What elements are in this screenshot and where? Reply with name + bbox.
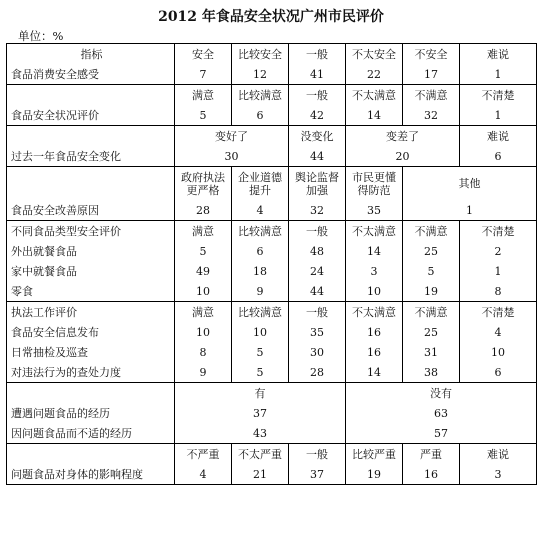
value-cell: 6	[232, 241, 289, 261]
value-cell: 6	[460, 362, 537, 383]
row-label: 外出就餐食品	[7, 241, 175, 261]
value-cell: 16	[346, 322, 403, 342]
column-header: 不严重	[175, 444, 232, 465]
value-cell: 19	[403, 281, 460, 302]
column-header: 难说	[460, 44, 537, 65]
value-cell: 10	[175, 281, 232, 302]
survey-table	[6, 43, 537, 485]
value-cell: 18	[232, 261, 289, 281]
column-header: 不安全	[403, 44, 460, 65]
value-cell: 8	[460, 281, 537, 302]
column-header: 满意	[175, 302, 232, 323]
column-header: 没变化	[289, 126, 346, 147]
value-cell: 10	[346, 281, 403, 302]
table-row	[7, 322, 537, 342]
column-header: 一般	[289, 444, 346, 465]
value-cell: 32	[403, 105, 460, 126]
value-cell: 16	[346, 342, 403, 362]
row-label: 对违法行为的查处力度	[7, 362, 175, 383]
column-header: 企业道德 提升	[232, 167, 289, 201]
page-title: 2012 年食品安全状况广州市民评价	[158, 9, 384, 25]
section-title: 指标	[7, 44, 175, 65]
column-header: 安全	[175, 44, 232, 65]
column-header: 一般	[289, 85, 346, 106]
value-cell: 24	[289, 261, 346, 281]
value-cell: 8	[175, 342, 232, 362]
value-cell: 63	[346, 403, 537, 423]
table-row	[7, 464, 537, 485]
value-cell: 28	[289, 362, 346, 383]
section-header-row	[7, 302, 537, 323]
value-cell: 41	[289, 64, 346, 85]
column-header: 不太满意	[346, 302, 403, 323]
column-header: 没有	[346, 383, 537, 404]
value-cell: 10	[460, 342, 537, 362]
column-header: 市民更懂 得防范	[346, 167, 403, 201]
column-header: 变好了	[175, 126, 289, 147]
value-cell: 14	[346, 105, 403, 126]
value-cell: 9	[175, 362, 232, 383]
value-cell: 44	[289, 146, 346, 167]
value-cell: 22	[346, 64, 403, 85]
column-header: 一般	[289, 302, 346, 323]
value-cell: 49	[175, 261, 232, 281]
column-header: 比较满意	[232, 85, 289, 106]
value-cell: 6	[460, 146, 537, 167]
column-header: 比较严重	[346, 444, 403, 465]
section-title	[7, 383, 175, 404]
value-cell: 7	[175, 64, 232, 85]
value-cell: 1	[403, 200, 537, 221]
value-cell: 17	[403, 64, 460, 85]
column-header: 不清楚	[460, 221, 537, 242]
value-cell: 30	[175, 146, 289, 167]
value-cell: 30	[289, 342, 346, 362]
column-header: 不太满意	[346, 221, 403, 242]
column-header: 有	[175, 383, 346, 404]
table-row	[7, 281, 537, 302]
column-header: 难说	[460, 126, 537, 147]
value-cell: 5	[403, 261, 460, 281]
column-header: 一般	[289, 221, 346, 242]
table-row	[7, 403, 537, 423]
column-header: 不满意	[403, 221, 460, 242]
table-row	[7, 200, 537, 221]
section-header-row	[7, 44, 537, 65]
section-header-row	[7, 444, 537, 465]
value-cell: 6	[232, 105, 289, 126]
value-cell: 16	[403, 464, 460, 485]
row-label: 问题食品对身体的影响程度	[7, 464, 175, 485]
section-title: 执法工作评价	[7, 302, 175, 323]
value-cell: 4	[460, 322, 537, 342]
value-cell: 32	[289, 200, 346, 221]
column-header: 其他	[403, 167, 537, 201]
row-label: 过去一年食品安全变化	[7, 146, 175, 167]
value-cell: 42	[289, 105, 346, 126]
column-header: 比较满意	[232, 221, 289, 242]
value-cell: 28	[175, 200, 232, 221]
section-header-row	[7, 126, 537, 147]
value-cell: 20	[346, 146, 460, 167]
row-label: 零食	[7, 281, 175, 302]
column-header: 不清楚	[460, 302, 537, 323]
section-title	[7, 126, 175, 147]
table-row	[7, 423, 537, 444]
table-row	[7, 362, 537, 383]
row-label: 食品安全改善原因	[7, 200, 175, 221]
value-cell: 1	[460, 105, 537, 126]
column-header: 不满意	[403, 85, 460, 106]
column-header: 满意	[175, 221, 232, 242]
value-cell: 25	[403, 322, 460, 342]
unit-label: 单位：%	[18, 29, 64, 43]
column-header: 不太严重	[232, 444, 289, 465]
value-cell: 35	[289, 322, 346, 342]
row-label: 食品安全状况评价	[7, 105, 175, 126]
column-header: 不太满意	[346, 85, 403, 106]
value-cell: 37	[175, 403, 346, 423]
column-header: 舆论监督 加强	[289, 167, 346, 201]
value-cell: 31	[403, 342, 460, 362]
column-header: 满意	[175, 85, 232, 106]
value-cell: 35	[346, 200, 403, 221]
table-row	[7, 105, 537, 126]
row-label: 日常抽检及巡查	[7, 342, 175, 362]
row-label: 遭遇问题食品的经历	[7, 403, 175, 423]
value-cell: 43	[175, 423, 346, 444]
section-header-row	[7, 85, 537, 106]
row-label: 家中就餐食品	[7, 261, 175, 281]
value-cell: 10	[232, 322, 289, 342]
column-header: 不太安全	[346, 44, 403, 65]
column-header: 严重	[403, 444, 460, 465]
value-cell: 4	[175, 464, 232, 485]
column-header: 不满意	[403, 302, 460, 323]
column-header: 比较安全	[232, 44, 289, 65]
value-cell: 5	[232, 342, 289, 362]
table-row	[7, 64, 537, 85]
section-title	[7, 85, 175, 106]
row-label: 因问题食品而不适的经历	[7, 423, 175, 444]
value-cell: 14	[346, 362, 403, 383]
value-cell: 10	[175, 322, 232, 342]
value-cell: 1	[460, 261, 537, 281]
section-title	[7, 167, 175, 201]
value-cell: 12	[232, 64, 289, 85]
value-cell: 21	[232, 464, 289, 485]
value-cell: 5	[232, 362, 289, 383]
value-cell: 2	[460, 241, 537, 261]
value-cell: 14	[346, 241, 403, 261]
column-header: 变差了	[346, 126, 460, 147]
value-cell: 3	[346, 261, 403, 281]
section-title: 不同食品类型安全评价	[7, 221, 175, 242]
section-header-row	[7, 167, 537, 201]
value-cell: 5	[175, 241, 232, 261]
value-cell: 19	[346, 464, 403, 485]
section-title	[7, 444, 175, 465]
value-cell: 3	[460, 464, 537, 485]
column-header: 不清楚	[460, 85, 537, 106]
table-row	[7, 261, 537, 281]
value-cell: 4	[232, 200, 289, 221]
value-cell: 57	[346, 423, 537, 444]
column-header: 一般	[289, 44, 346, 65]
value-cell: 1	[460, 64, 537, 85]
section-header-row	[7, 221, 537, 242]
value-cell: 48	[289, 241, 346, 261]
value-cell: 44	[289, 281, 346, 302]
section-header-row	[7, 383, 537, 404]
value-cell: 9	[232, 281, 289, 302]
column-header: 比较满意	[232, 302, 289, 323]
table-row	[7, 342, 537, 362]
row-label: 食品安全信息发布	[7, 322, 175, 342]
table-row	[7, 146, 537, 167]
value-cell: 5	[175, 105, 232, 126]
value-cell: 38	[403, 362, 460, 383]
value-cell: 25	[403, 241, 460, 261]
table-row	[7, 241, 537, 261]
column-header: 难说	[460, 444, 537, 465]
column-header: 政府执法 更严格	[175, 167, 232, 201]
row-label: 食品消费安全感受	[7, 64, 175, 85]
value-cell: 37	[289, 464, 346, 485]
